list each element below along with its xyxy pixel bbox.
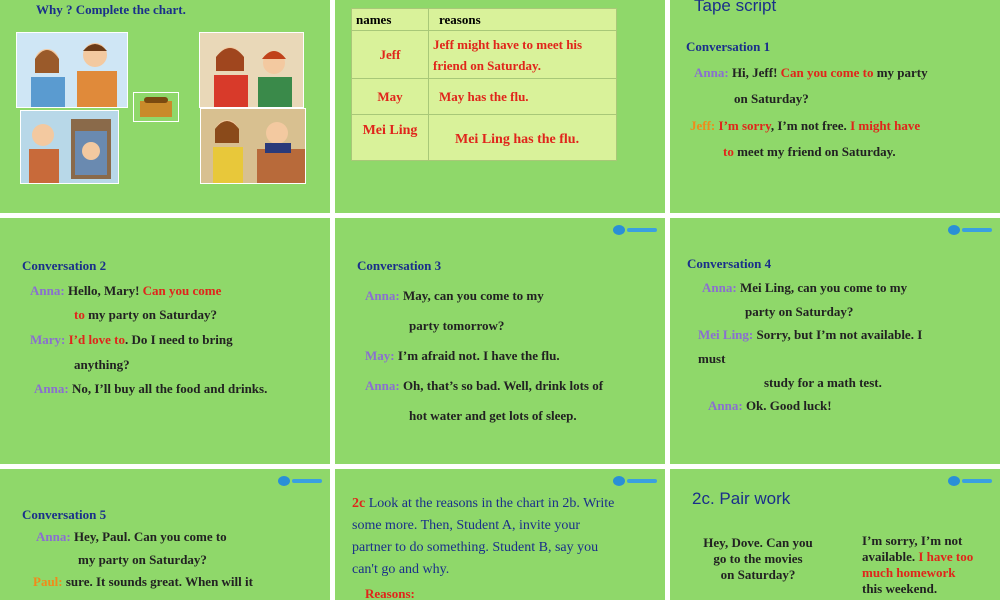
dialogue-line: Anna: No, I’ll buy all the food and drinks.: [34, 381, 268, 396]
tape-script-title: Tape script: [694, 0, 777, 15]
dialogue-line: my party on Saturday?: [78, 552, 207, 567]
chart-header-reasons: reasons: [429, 9, 617, 31]
dialogue-line: to meet my friend on Saturday.: [723, 144, 896, 159]
dialogue-line: Anna: Oh, that’s so bad. Well, drink lots of: [365, 378, 604, 393]
instruction-line: some more. Then, Student A, invite your: [352, 518, 580, 533]
chart-name-cell: Mei Ling: [352, 115, 429, 161]
dialogue-line: party tomorrow?: [409, 318, 505, 333]
conversation-heading: Conversation 1: [686, 39, 771, 54]
dialogue-line: hot water and get lots of sleep.: [409, 408, 577, 423]
dialogue-line: Anna: Hey, Paul. Can you come to: [36, 529, 227, 544]
instruction-line: 2c Look at the reasons in the chart in 2b. Write: [352, 496, 615, 511]
pair-work-title: 2c. Pair work: [692, 489, 791, 508]
chart-name-cell: May: [352, 79, 429, 115]
dialogue-line: study for a math test.: [764, 375, 882, 390]
dialogue-line: Anna: Hello, Mary! Can you come: [30, 283, 222, 298]
illustration-telephone: [133, 92, 179, 122]
dialogue-line: must: [698, 351, 726, 366]
dialogue-line: to my party on Saturday?: [74, 307, 218, 322]
dialogue-line: Anna: May, can you come to my: [365, 288, 544, 303]
chart-header-names: names: [352, 9, 429, 31]
conversation-heading: Conversation 5: [22, 507, 107, 522]
logo-icon: [613, 223, 657, 237]
slide-8[interactable]: [335, 469, 665, 600]
student-a-speech: Hey, Dove. Can you go to the movies on Saturday?: [703, 535, 813, 582]
dialogue-line: anything?: [74, 357, 130, 372]
reasons-label: Reasons:: [365, 586, 415, 600]
chart-reason-cell: May has the flu.: [429, 79, 617, 115]
conversation-heading: Conversation 2: [22, 258, 107, 273]
slide-6[interactable]: [670, 218, 1000, 464]
slide-1[interactable]: [0, 0, 330, 213]
dialogue-line: party on Saturday?: [745, 304, 854, 319]
chart-reason-cell: Mei Ling has the flu.: [429, 115, 617, 161]
dialogue-line: Mary: I’d love to. Do I need to bring: [30, 332, 233, 347]
chart-reason-cell: Jeff might have to meet his friend on Saturday.: [429, 31, 617, 79]
reasons-chart: [351, 8, 617, 161]
dialogue-line: Mei Ling: Sorry, but I’m not available. I: [698, 327, 923, 342]
illustration-phone-call: [20, 110, 119, 184]
conversation-heading: Conversation 3: [357, 258, 442, 273]
dialogue-line: on Saturday?: [734, 91, 809, 106]
logo-icon: [278, 474, 322, 488]
dialogue-line: Anna: Hi, Jeff! Can you come to my party: [694, 65, 928, 80]
dialogue-line: May: I’m afraid not. I have the flu.: [365, 348, 560, 363]
logo-icon: [613, 474, 657, 488]
slide-9[interactable]: [670, 469, 1000, 600]
chart-instruction: Why ? Complete the chart.: [36, 2, 186, 17]
logo-icon: [948, 223, 992, 237]
slide-7[interactable]: [0, 469, 330, 600]
logo-icon: [948, 474, 992, 488]
instruction-line: can't go and why.: [352, 562, 450, 577]
dialogue-line: Jeff: I’m sorry, I’m not free. I might have: [690, 118, 921, 133]
illustration-friends-talking: [16, 32, 128, 108]
chart-name-cell: Jeff: [352, 31, 429, 79]
slide-2[interactable]: [335, 0, 665, 213]
illustration-neighbors: [200, 108, 306, 184]
dialogue-line: Anna: Ok. Good luck!: [708, 398, 832, 413]
conversation-heading: Conversation 4: [687, 256, 772, 271]
illustration-girls-chatting: [199, 32, 304, 108]
instruction-line: partner to do something. Student B, say you: [352, 540, 599, 555]
dialogue-line: Anna: Mei Ling, can you come to my: [702, 280, 908, 295]
slide-4[interactable]: [0, 218, 330, 464]
student-b-speech: I’m sorry, I’m not available. I have too much homework this weekend.: [862, 533, 974, 596]
slide-5[interactable]: [335, 218, 665, 464]
slide-3[interactable]: [670, 0, 1000, 213]
dialogue-line: Paul: sure. It sounds great. When will it: [33, 574, 253, 589]
